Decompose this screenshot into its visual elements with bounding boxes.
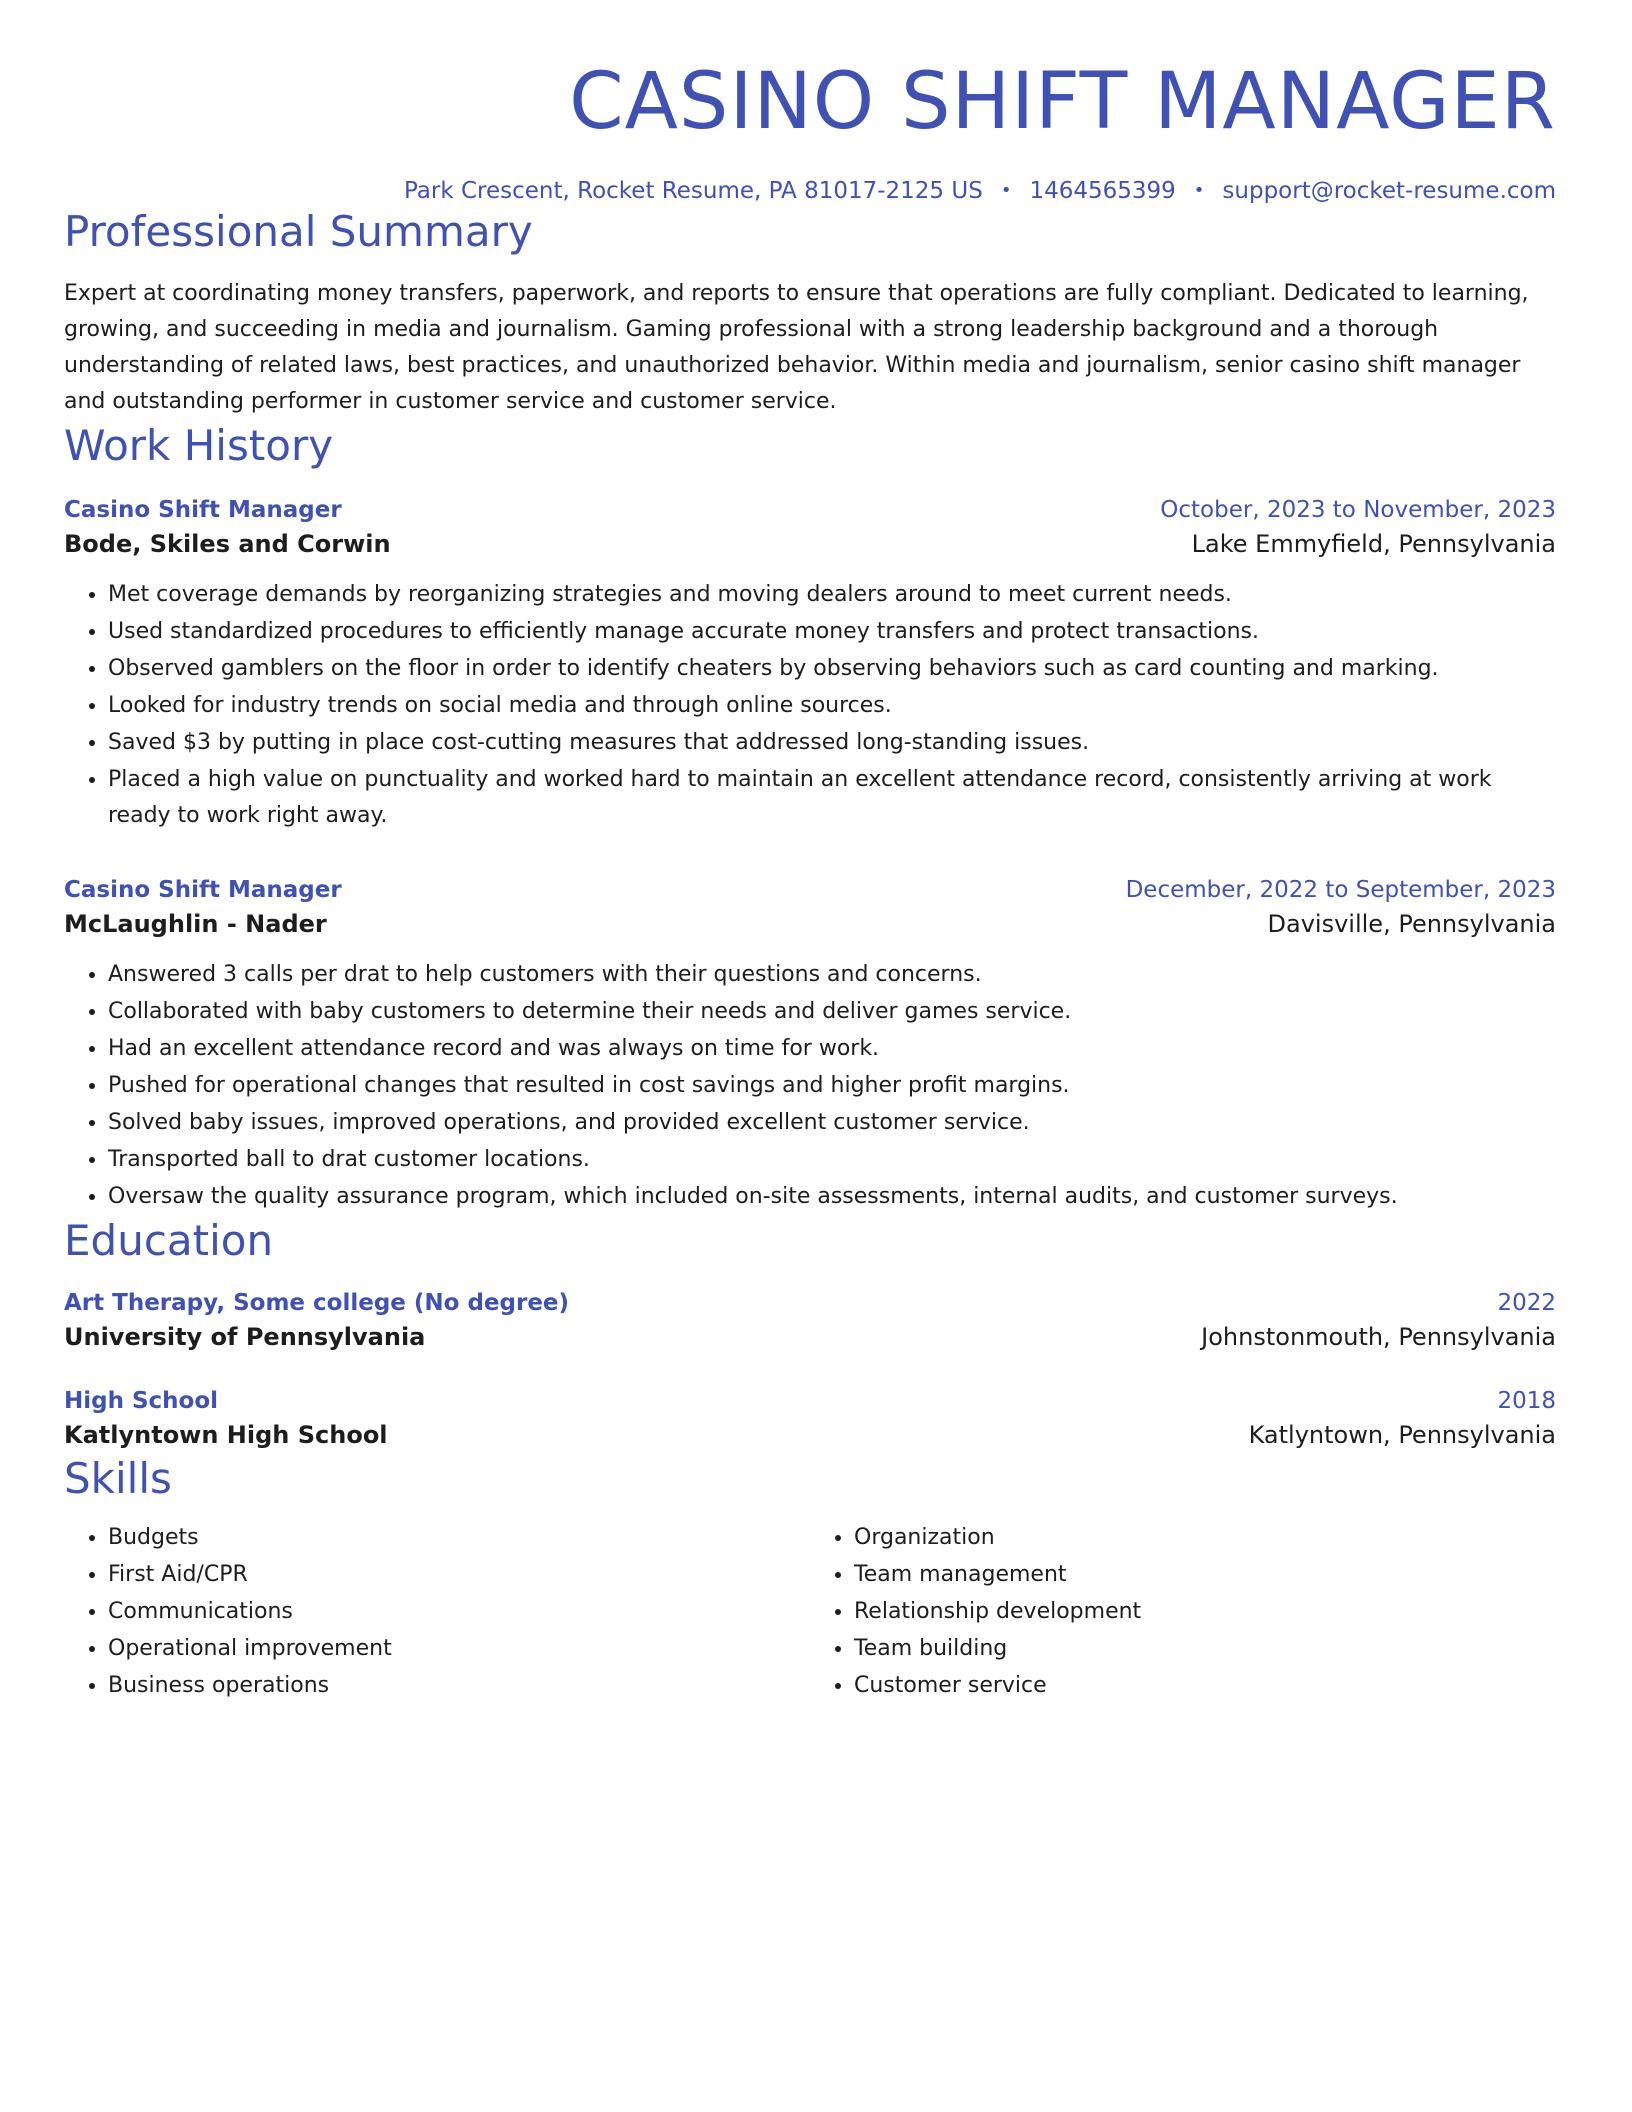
skill-item: • Relationship development: [854, 1593, 1556, 1630]
education-header-row: [64, 1287, 1556, 1319]
education-location: Johnstonmouth, Pennsylvania: [1201, 1323, 1556, 1351]
job-dates: October, 2023 to November, 2023: [1160, 497, 1556, 523]
job-company-row: [64, 906, 1556, 942]
education-degree: Art Therapy, Some college (No degree): [64, 1290, 570, 1316]
skill-item: • Operational improvement: [108, 1630, 810, 1667]
summary-heading: Professional Summary: [64, 207, 533, 256]
summary-text: Expert at coordinating money transfers, paperwork, and reports to ensure that operations are fully compliant. Dedicated to learning, growing, and succeeding in media and journalism. Gaming professional with a strong leadership background and a thorough understanding of related laws, best practices, and unauthorized behavior. Within media and journalism, senior casino shift manager and outstanding performer in customer service and customer service.: [64, 281, 1529, 414]
job-company: McLaughlin - Nader: [64, 910, 327, 938]
education-entry: [64, 1287, 1556, 1355]
job-bullet: • Pushed for operational changes that resulted in cost savings and higher profit margins.: [108, 1067, 1556, 1104]
education-school: Katlyntown High School: [64, 1421, 388, 1449]
education-school: University of Pennsylvania: [64, 1323, 426, 1351]
skill-item: • Organization: [854, 1519, 1556, 1556]
job-entry: [64, 874, 1556, 1215]
skills-columns: [64, 1519, 1556, 1704]
job-bullet: • Collaborated with baby customers to determine their needs and deliver games service.: [108, 993, 1556, 1030]
skill-item: • First Aid/CPR: [108, 1556, 810, 1593]
contact-email: support@rocket-resume.com: [1222, 178, 1556, 204]
education-school-row: [64, 1417, 1556, 1453]
job-bullet: • Transported ball to drat customer locations.: [108, 1141, 1556, 1178]
education-year: 2022: [1497, 1290, 1556, 1316]
job-bullet: • Oversaw the quality assurance program, which included on-site assessments, internal audits, and customer surveys.: [108, 1178, 1556, 1215]
skill-item: • Business operations: [108, 1667, 810, 1704]
job-bullets: [64, 576, 1556, 834]
skill-item: • Communications: [108, 1593, 810, 1630]
education-school-row: [64, 1319, 1556, 1355]
job-bullet: • Used standardized procedures to efficiently manage accurate money transfers and protect transactions.: [108, 613, 1556, 650]
contact-address: Park Crescent, Rocket Resume, PA 81017-2125 US: [403, 178, 983, 204]
job-bullet: • Saved $3 by putting in place cost-cutting measures that addressed long-standing issues.: [108, 724, 1556, 761]
contact-separator: •: [1000, 180, 1012, 201]
skill-item: • Customer service: [854, 1667, 1556, 1704]
work-history-heading: Work History: [64, 421, 334, 470]
job-entry: [64, 494, 1556, 834]
job-title: Casino Shift Manager: [64, 877, 342, 903]
job-bullet: • Placed a high value on punctuality and worked hard to maintain an excellent attendance record, consistently arriving at work ready to work right away.: [108, 761, 1556, 834]
skills-list-right: [810, 1519, 1556, 1704]
education-location: Katlyntown, Pennsylvania: [1248, 1421, 1556, 1449]
job-bullet: • Had an excellent attendance record and was always on time for work.: [108, 1030, 1556, 1067]
contact-line: [64, 176, 1556, 206]
skill-item: • Budgets: [108, 1519, 810, 1556]
skill-item: • Team management: [854, 1556, 1556, 1593]
job-company-row: [64, 526, 1556, 562]
job-dates: December, 2022 to September, 2023: [1125, 877, 1556, 903]
resume-page: [64, 0, 1556, 1704]
job-bullet: • Looked for industry trends on social media and through online sources.: [108, 687, 1556, 724]
education-header-row: [64, 1385, 1556, 1417]
job-bullet: • Observed gamblers on the floor in order to identify cheaters by observing behaviors such as card counting and marking.: [108, 650, 1556, 687]
job-title: Casino Shift Manager: [64, 497, 342, 523]
skills-heading: Skills: [64, 1454, 172, 1503]
contact-phone: 1464565399: [1029, 178, 1176, 204]
job-company: Bode, Skiles and Corwin: [64, 530, 391, 558]
job-bullet: • Solved baby issues, improved operations, and provided excellent customer service.: [108, 1104, 1556, 1141]
job-location: Lake Emmyfield, Pennsylvania: [1191, 530, 1556, 558]
job-bullets: [64, 956, 1556, 1215]
job-bullet: • Met coverage demands by reorganizing strategies and moving dealers around to meet current needs.: [108, 576, 1556, 613]
job-header-row: [64, 874, 1556, 906]
skills-list-left: [64, 1519, 810, 1704]
education-degree: High School: [64, 1388, 219, 1414]
education-heading: Education: [64, 1216, 274, 1265]
education-year: 2018: [1497, 1388, 1556, 1414]
job-location: Davisville, Pennsylvania: [1267, 910, 1556, 938]
contact-separator: •: [1193, 180, 1205, 201]
skill-item: • Team building: [854, 1630, 1556, 1667]
job-header-row: [64, 494, 1556, 526]
resume-title: CASINO SHIFT MANAGER: [569, 57, 1556, 147]
education-entry: [64, 1385, 1556, 1453]
job-bullet: • Answered 3 calls per drat to help customers with their questions and concerns.: [108, 956, 1556, 993]
